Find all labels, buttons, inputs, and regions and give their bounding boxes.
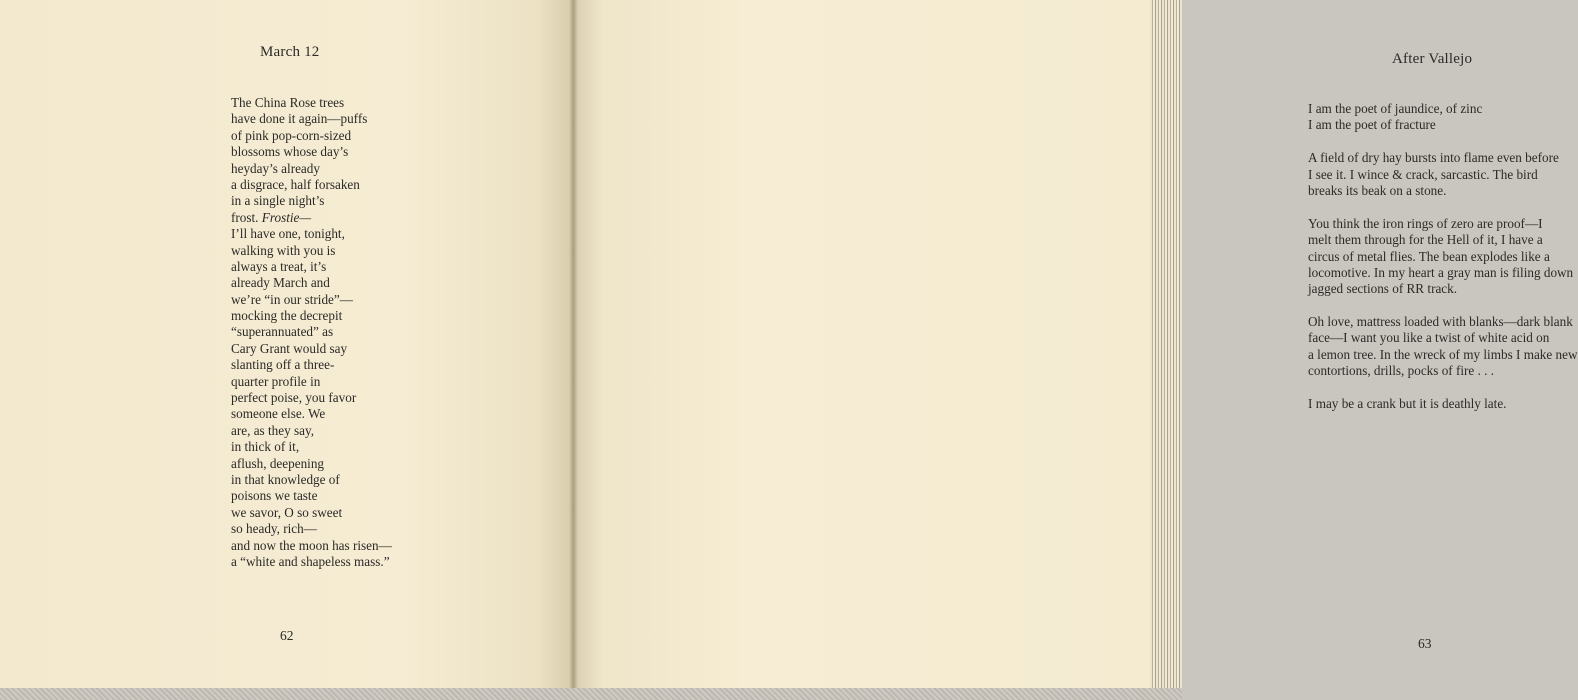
poem-line: A field of dry hay bursts into flame even before	[1308, 150, 1559, 166]
poem-line: Cary Grant would say	[231, 340, 348, 356]
poem-line: face—I want you like a twist of white acid on	[1308, 330, 1550, 346]
poem-line: perfect poise, you favor	[231, 390, 357, 406]
poem-line: of pink pop-corn-sized	[231, 127, 352, 143]
book-cover-edge	[0, 688, 1182, 700]
poem-line: heyday’s already	[231, 160, 320, 176]
book-gutter	[569, 0, 578, 690]
poem-line: someone else. We	[231, 406, 326, 422]
poem-line: blossoms whose day’s	[231, 144, 349, 160]
poem-line: already March and	[231, 275, 330, 291]
poem-line: I see it. I wince & crack, sarcastic. The bird	[1308, 166, 1538, 182]
frost-plain-text: frost.	[231, 209, 262, 225]
page-number-left: 62	[280, 628, 294, 643]
left-page	[0, 0, 574, 688]
poem-line: in thick of it,	[231, 439, 300, 455]
right-page	[574, 0, 1578, 688]
poem-line: a disgrace, half forsaken	[231, 176, 360, 192]
poem-line: jagged sections of RR track.	[1308, 281, 1458, 297]
poem-line: and now the moon has risen—	[231, 537, 392, 553]
frostie-italic-text: Frostie—	[261, 209, 312, 225]
poem-line: so heady, rich—	[231, 521, 317, 537]
stanza-break	[1308, 199, 1578, 215]
poem-line: I am the poet of fracture	[1308, 117, 1436, 133]
stanza-break	[1308, 298, 1578, 314]
poem-line: we’re “in our stride”—	[231, 291, 353, 307]
poem-line: I may be a crank but it is deathly late.	[1308, 396, 1507, 412]
poem-line: aflush, deepening	[231, 455, 325, 471]
poem-line: we savor, O so sweet	[231, 504, 343, 520]
poem-line: a “white and shapeless mass.”	[231, 553, 390, 569]
poem-title-left: March 12	[260, 44, 320, 60]
poem-line: I am the poet of jaundice, of zinc	[1308, 101, 1483, 116]
poem-line-frost	[231, 210, 392, 226]
poem-line: in a single night’s	[231, 193, 325, 209]
poem-line: quarter profile in	[231, 373, 321, 389]
poem-line: contortions, drills, pocks of fire . . .	[1308, 363, 1495, 379]
stanza-break	[1308, 134, 1578, 150]
poem-title-right: After Vallejo	[1392, 51, 1473, 67]
poem-line: Oh love, mattress loaded with blanks—dark blank	[1308, 314, 1573, 330]
poem-line: The China Rose trees	[231, 95, 345, 110]
poem-line: breaks its beak on a stone.	[1308, 182, 1447, 198]
poem-line: have done it again—puffs	[231, 111, 368, 127]
poem-line: mocking the decrepit	[231, 308, 343, 324]
poem-line: You think the iron rings of zero are proof—I	[1308, 215, 1543, 231]
poem-line: “superannuated” as	[231, 324, 334, 340]
page-number-right: 63	[1418, 636, 1432, 651]
poem-line: locomotive. In my heart a gray man is filing down	[1308, 264, 1574, 280]
poem-text-right	[1308, 101, 1578, 412]
poem-line: circus of metal flies. The bean explodes like a	[1308, 248, 1550, 264]
poem-line: melt them through for the Hell of it, I have a	[1308, 232, 1543, 248]
poem-line: slanting off a three-	[231, 357, 335, 373]
poem-line: in that knowledge of	[231, 471, 340, 487]
poem-text-left	[231, 95, 392, 570]
poem-line: are, as they say,	[231, 422, 314, 438]
page-edges	[1150, 0, 1182, 690]
poem-line: always a treat, it’s	[231, 258, 327, 274]
poem-line: I’ll have one, tonight,	[231, 226, 345, 242]
stanza-break	[1308, 380, 1578, 396]
poem-line: poisons we taste	[231, 488, 318, 504]
poem-line: walking with you is	[231, 242, 336, 258]
poem-line: a lemon tree. In the wreck of my limbs I make new	[1308, 346, 1578, 362]
